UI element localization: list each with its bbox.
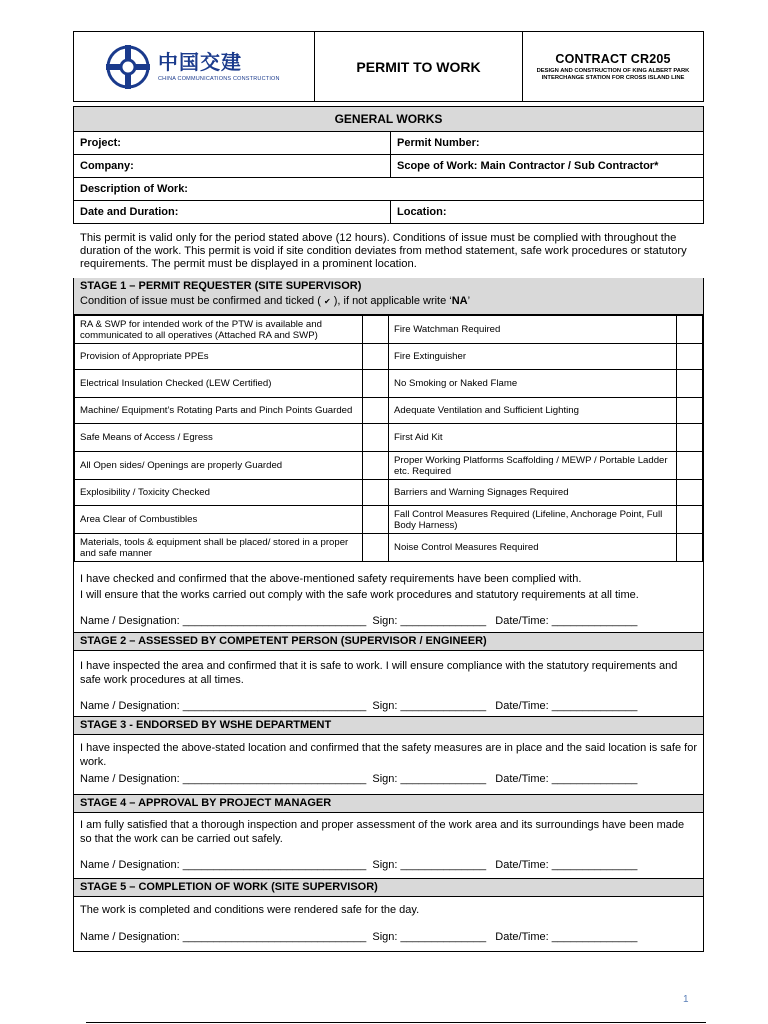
location-field[interactable]: Location: — [391, 201, 704, 224]
footer-divider — [86, 1022, 706, 1023]
checklist-item-label: Fire Watchman Required — [389, 316, 677, 344]
stage4-title: STAGE 4 – APPROVAL BY PROJECT MANAGER — [74, 794, 703, 813]
tick-icon: ✔ — [323, 297, 331, 306]
checklist-tick-box[interactable] — [677, 370, 703, 398]
stage1-signature-line[interactable]: Name / Designation: ______________________________ Sign: ______________ Date/Time: ______________ — [80, 615, 638, 627]
checklist-item-label: RA & SWP for intended work of the PTW is available and communicated to all operatives (Attached RA and SWP) — [75, 316, 363, 344]
checklist-tick-box[interactable] — [363, 424, 389, 452]
checklist-item-label: All Open sides/ Openings are properly Guarded — [75, 452, 363, 480]
checklist-tick-box[interactable] — [677, 534, 703, 562]
checklist-row — [75, 480, 703, 506]
cond-text-post: ’ — [467, 295, 471, 307]
stage1-title: STAGE 1 – PERMIT REQUESTER (SITE SUPERVISOR) — [80, 280, 362, 292]
checklist-row — [75, 452, 703, 480]
stage5-signature-line[interactable]: Name / Designation: ______________________________ Sign: ______________ Date/Time: ______________ — [80, 931, 638, 943]
permit-number-field[interactable]: Permit Number: — [391, 132, 704, 155]
stage2-text: I have inspected the area and confirmed that it is safe to work. I will ensure compliance with the statutory requirements and safe work procedures at all times. — [80, 660, 678, 686]
checklist-item-label: Noise Control Measures Required — [389, 534, 677, 562]
contract-description: DESIGN AND CONSTRUCTION OF KING ALBERT PARK INTERCHANGE STATION FOR CROSS ISLAND LINE — [536, 67, 690, 81]
stage5-title: STAGE 5 – COMPLETION OF WORK (SITE SUPERVISOR) — [74, 878, 703, 897]
checklist-tick-box[interactable] — [363, 480, 389, 506]
checklist-tick-box[interactable] — [363, 370, 389, 398]
checklist-tick-box[interactable] — [363, 452, 389, 480]
checklist-tick-box[interactable] — [363, 344, 389, 370]
checklist-tick-box[interactable] — [677, 506, 703, 534]
document-title: PERMIT TO WORK — [315, 32, 523, 101]
checklist-item-label: Provision of Appropriate PPEs — [75, 344, 363, 370]
stage4-text: I am fully satisfied that a thorough inspection and proper assessment of the work area and its surroundings have been made so that the work can be carried out safely. — [80, 819, 685, 845]
page-number: 1 — [683, 994, 689, 1005]
logo-chinese-text: 中国交建 — [158, 51, 242, 74]
stage1-confirm-2: I will ensure that the works carried out comply with the safe work procedures and statutory requirements at all time. — [80, 589, 639, 601]
checklist-item-label: Machine/ Equipment’s Rotating Parts and Pinch Points Guarded — [75, 398, 363, 424]
stage3-signature-line[interactable]: Name / Designation: ______________________________ Sign: ______________ Date/Time: ______________ — [80, 773, 638, 785]
stages-container — [73, 278, 704, 952]
general-works-title: GENERAL WORKS — [74, 107, 704, 132]
checklist-item-label: Area Clear of Combustibles — [75, 506, 363, 534]
checklist-tick-box[interactable] — [677, 480, 703, 506]
logo-english-text: CHINA COMMUNICATIONS CONSTRUCTION — [158, 75, 280, 82]
stage1-header — [74, 278, 703, 315]
stage1-confirm-1: I have checked and confirmed that the above-mentioned safety requirements have been complied with. — [80, 573, 582, 585]
checklist-item-label: Barriers and Warning Signages Required — [389, 480, 677, 506]
checklist-item-label: Adequate Ventilation and Sufficient Lighting — [389, 398, 677, 424]
stage3-text: I have inspected the above-stated location and confirmed that the safety measures are in place and the said location is safe for work. — [80, 742, 697, 768]
description-of-work-field[interactable]: Description of Work: — [74, 178, 704, 201]
project-field[interactable]: Project: — [74, 132, 391, 155]
checklist-tick-box[interactable] — [363, 316, 389, 344]
checklist-tick-box[interactable] — [363, 534, 389, 562]
stage1-condition — [80, 295, 703, 307]
cond-text-pre: Condition of issue must be confirmed and ticked ( — [80, 295, 321, 307]
checklist-row — [75, 316, 703, 344]
stage5-text: The work is completed and conditions were rendered safe for the day. — [80, 904, 420, 916]
checklist-row — [75, 370, 703, 398]
checklist-tick-box[interactable] — [677, 316, 703, 344]
document-header — [73, 31, 704, 102]
checklist-item-label: First Aid Kit — [389, 424, 677, 452]
checklist-row — [75, 506, 703, 534]
checklist-item-label: Safe Means of Access / Egress — [75, 424, 363, 452]
checklist-item-label: Fall Control Measures Required (Lifeline, Anchorage Point, Full Body Harness) — [389, 506, 677, 534]
contract-number: CONTRACT CR205 — [555, 51, 671, 66]
checklist-item-label: Electrical Insulation Checked (LEW Certified) — [75, 370, 363, 398]
validity-notice: This permit is valid only for the period stated above (12 hours). Conditions of issue must be complied with throughout the duration of the work. This permit is void if site condition deviates from method statement, safe work procedures or statutory requirements. The permit must be displayed in a prominent location. — [80, 232, 687, 270]
date-duration-field[interactable]: Date and Duration: — [74, 201, 391, 224]
checklist-tick-box[interactable] — [363, 506, 389, 534]
scope-of-work-field[interactable]: Scope of Work: Main Contractor / Sub Contractor* — [391, 155, 704, 178]
cond-text-mid: ), if not applicable write ‘ — [333, 295, 452, 307]
stage2-title: STAGE 2 – ASSESSED BY COMPETENT PERSON (SUPERVISOR / ENGINEER) — [74, 632, 703, 651]
checklist-tick-box[interactable] — [677, 424, 703, 452]
checklist-tick-box[interactable] — [677, 344, 703, 370]
checklist-item-label: Explosibility / Toxicity Checked — [75, 480, 363, 506]
company-logo — [74, 32, 315, 101]
stage4-signature-line[interactable]: Name / Designation: ______________________________ Sign: ______________ Date/Time: ______________ — [80, 859, 638, 871]
checklist-tick-box[interactable] — [677, 452, 703, 480]
checklist-item-label: Proper Working Platforms Scaffolding / MEWP / Portable Ladder etc. Required — [389, 452, 677, 480]
checklist-row — [75, 344, 703, 370]
checklist-row — [75, 424, 703, 452]
contract-block — [523, 32, 703, 101]
checklist-item-label: Materials, tools & equipment shall be placed/ stored in a proper and safe manner — [75, 534, 363, 562]
checklist-tick-box[interactable] — [677, 398, 703, 424]
checklist-tick-box[interactable] — [363, 398, 389, 424]
stage3-title: STAGE 3 - ENDORSED BY WSHE DEPARTMENT — [74, 716, 703, 735]
checklist-row — [75, 534, 703, 562]
checklist-row — [75, 398, 703, 424]
checklist-item-label: No Smoking or Naked Flame — [389, 370, 677, 398]
company-logo-icon — [104, 43, 152, 91]
checklist-item-label: Fire Extinguisher — [389, 344, 677, 370]
cond-na: NA — [451, 295, 468, 307]
stage1-checklist — [74, 315, 703, 562]
company-field[interactable]: Company: — [74, 155, 391, 178]
stage2-signature-line[interactable]: Name / Designation: ______________________________ Sign: ______________ Date/Time: ______________ — [80, 700, 638, 712]
general-works-table — [73, 106, 704, 224]
